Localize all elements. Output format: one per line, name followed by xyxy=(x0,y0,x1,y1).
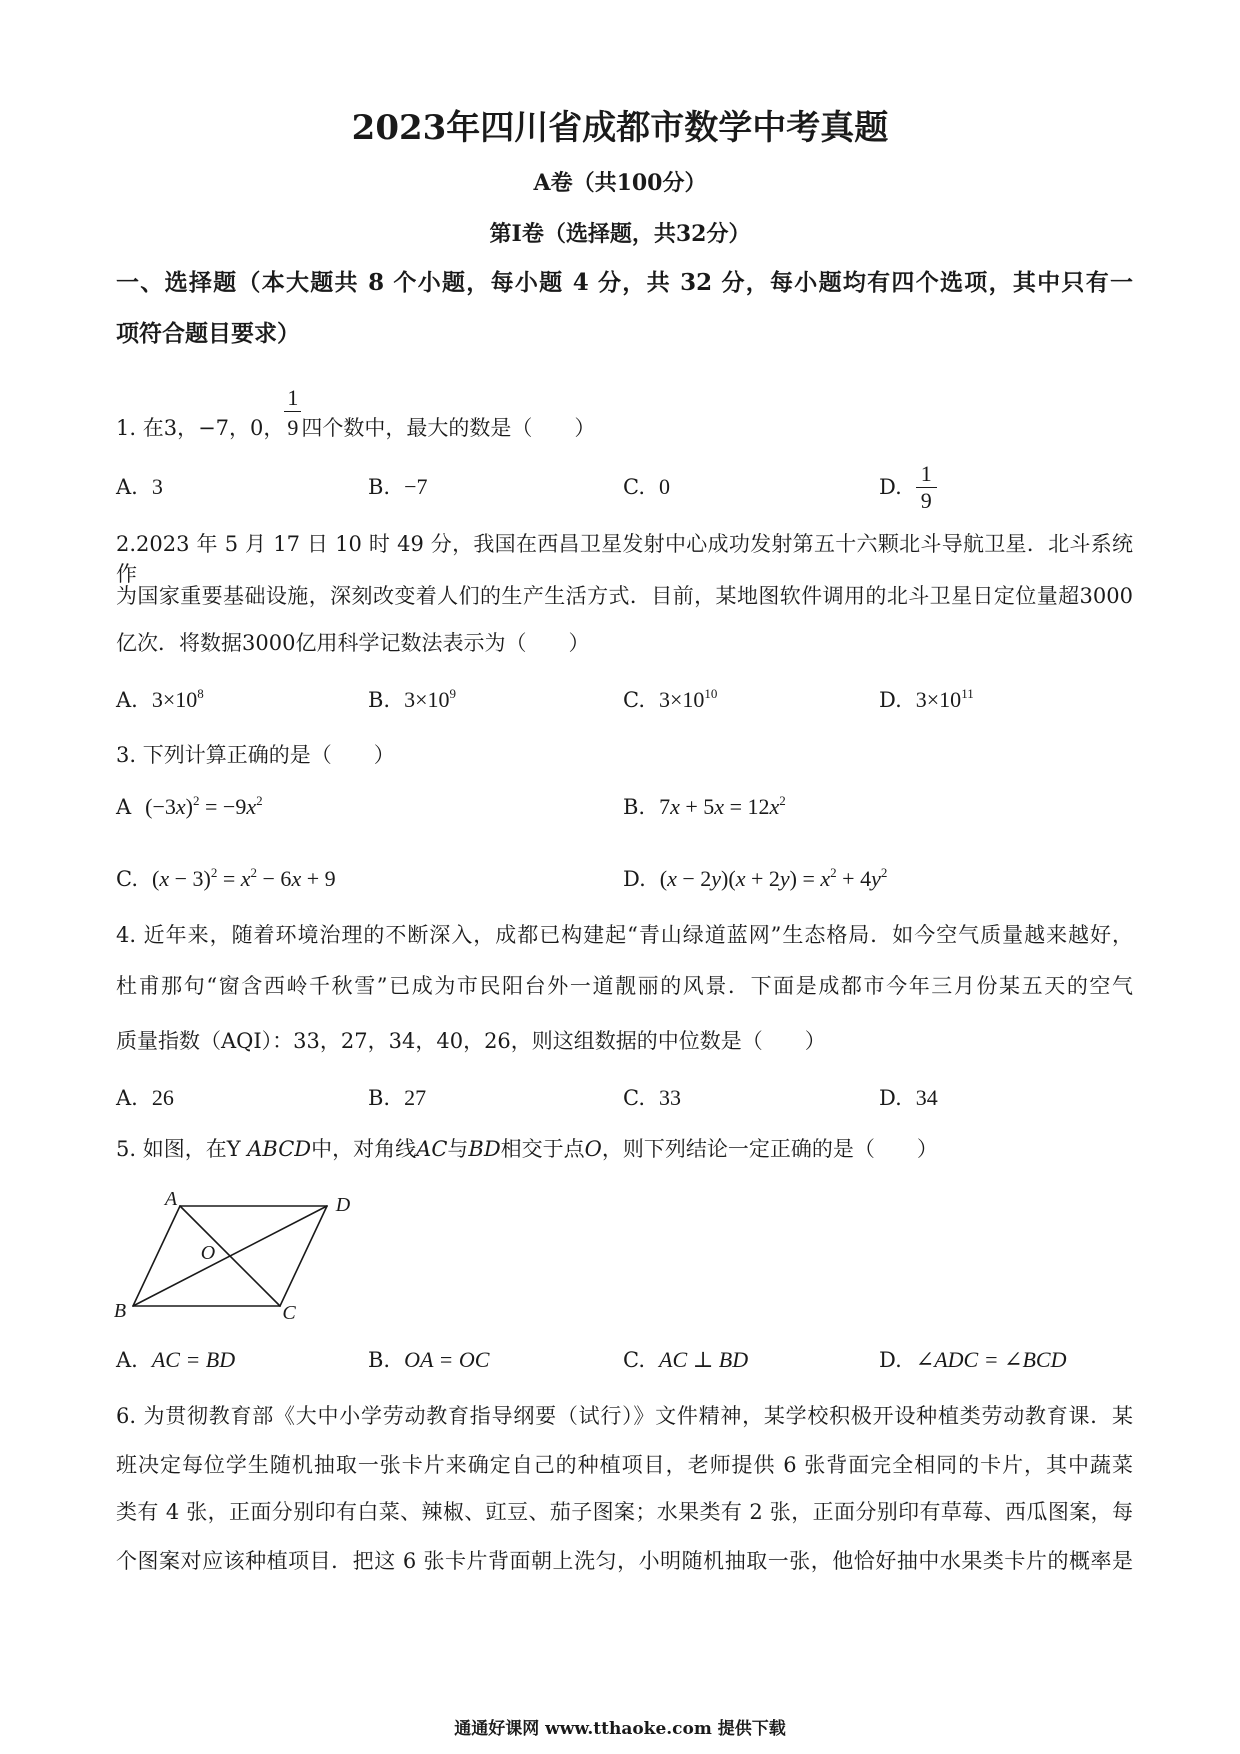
question-1-option-a xyxy=(116,472,163,502)
math-variable: x xyxy=(291,866,302,891)
question-5-stem xyxy=(116,1134,1133,1164)
question-1-option-c xyxy=(623,472,670,502)
question-1-option-d xyxy=(879,460,937,513)
section-heading-line: 一、选择题（本大题共 8 个小题，每小题 4 分，共 32 分，每小题均有四个选项，其中只有一 xyxy=(116,269,1133,296)
text-segment: ，则下列结论一定正确的是（ ） xyxy=(601,1137,938,1161)
text-segment: 3×10 xyxy=(151,687,198,712)
exponent: 10 xyxy=(704,686,718,701)
option-label: A. xyxy=(116,1348,138,1372)
option-label: C. xyxy=(116,867,138,891)
question-2-option-c xyxy=(623,685,717,715)
question-5-option-a xyxy=(116,1345,235,1375)
option-value: 0 xyxy=(659,474,670,499)
page-footer: 通通好课网 www.tthaoke.com 提供下载 xyxy=(454,1719,786,1739)
option-label: A. xyxy=(116,688,138,712)
question-6-line: 类有 4 张，正面分别印有白菜、辣椒、豇豆、茄子图案；水果类有 2 张，正面分别印有草莓、西瓜图案，每 xyxy=(116,1500,1133,1524)
option-value: 27 xyxy=(404,1085,427,1110)
option-value: 3 xyxy=(151,474,163,499)
math-variable: O xyxy=(584,1137,602,1161)
question-4-option-a xyxy=(116,1083,174,1113)
question-1-prefix: 1. 在3，−7，0， xyxy=(116,416,285,440)
math-variable: x xyxy=(175,794,186,819)
option-value: −7 xyxy=(404,474,428,499)
option-math xyxy=(660,864,888,894)
question-3-option-a xyxy=(116,792,263,822)
math-variable: x xyxy=(769,794,780,819)
math-variable: BD xyxy=(468,1137,501,1161)
fraction xyxy=(284,385,301,443)
fraction-numerator: 1 xyxy=(284,385,301,412)
vertex-label-a: A xyxy=(164,1188,178,1210)
option-label: B. xyxy=(368,688,391,712)
option-label: C. xyxy=(623,475,645,499)
question-2-line: 亿次．将数据3000亿用科学记数法表示为（ ） xyxy=(116,631,590,655)
math-variable: x xyxy=(714,794,725,819)
vertex-label-d: D xyxy=(335,1194,351,1216)
option-label: C. xyxy=(623,1348,645,1372)
side-dc xyxy=(280,1206,327,1306)
point-label-o: O xyxy=(200,1242,216,1264)
question-6-line: 个图案对应该种植项目．把这 6 张卡片背面朝上洗匀，小明随机抽取一张，他恰好抽中水果类卡片的概率是 xyxy=(116,1549,1133,1573)
text-segment: = 12 xyxy=(724,794,770,819)
option-label: D. xyxy=(879,475,902,499)
question-2-option-b xyxy=(368,685,456,715)
option-math xyxy=(404,685,456,715)
option-label: D. xyxy=(623,867,646,891)
fraction-denominator: 9 xyxy=(287,415,299,440)
option-value: 26 xyxy=(151,1085,174,1110)
question-6-line: 班决定每位学生随机抽取一张卡片来确定自己的种植项目，老师提供 6 张背面完全相同的卡片，其中蔬菜 xyxy=(116,1453,1133,1477)
question-4-option-b xyxy=(368,1083,426,1113)
option-value: AC ⊥ BD xyxy=(659,1347,749,1372)
option-value: AC = BD xyxy=(151,1347,236,1372)
parallelogram-figure xyxy=(100,1180,370,1330)
math-variable: y xyxy=(871,866,881,891)
text-segment: + 5 xyxy=(679,794,715,819)
exponent: 11 xyxy=(961,686,974,701)
side-ba xyxy=(133,1206,180,1306)
text-segment: 相交于点 xyxy=(500,1137,585,1161)
section-heading-line: 项符合题目要求） xyxy=(116,320,300,347)
question-4-line: 4. 近年来，随着环境治理的不断深入，成都已构建起“青山绿道蓝网”生态格局．如今空气质量越来越好， xyxy=(116,923,1133,947)
exponent: 2 xyxy=(250,865,258,880)
exponent: 2 xyxy=(210,865,218,880)
option-label: B. xyxy=(623,795,646,819)
text-segment: 中，对角线 xyxy=(311,1137,417,1161)
question-2-option-a xyxy=(116,685,204,715)
exponent: 2 xyxy=(193,793,200,808)
math-variable: y xyxy=(779,866,790,891)
option-math xyxy=(152,864,336,894)
text-segment: 5. 如图，在Y xyxy=(116,1137,248,1161)
option-label: B. xyxy=(368,1348,391,1372)
text-segment: 3×10 xyxy=(915,687,962,712)
exponent: 2 xyxy=(830,865,837,880)
exponent: 2 xyxy=(880,865,888,880)
question-4-line: 杜甫那句“窗含西岭千秋雪”已成为市民阳台外一道靓丽的风景．下面是成都市今年三月份某五天的空气 xyxy=(116,974,1133,998)
text-segment: 7 xyxy=(659,794,671,819)
option-math xyxy=(916,685,974,715)
math-variable: x xyxy=(735,866,746,891)
text-segment: 3×10 xyxy=(404,687,450,712)
math-variable: AC xyxy=(416,1137,448,1161)
volume-heading: A卷（共100分） xyxy=(533,170,707,196)
question-2-option-d xyxy=(879,685,974,715)
vertex-label-b: B xyxy=(113,1300,127,1322)
option-label: D. xyxy=(879,1348,902,1372)
question-4-line: 质量指数（AQI）：33，27，34，40，26，则这组数据的中位数是（ ） xyxy=(116,1029,826,1053)
math-variable: x xyxy=(240,866,251,891)
text-segment: ) = xyxy=(789,866,821,891)
diagonal-bd xyxy=(133,1206,327,1306)
text-segment: )( xyxy=(721,866,736,891)
text-segment: = xyxy=(217,866,241,891)
option-value: ∠ADC = ∠BCD xyxy=(915,1347,1067,1372)
text-segment: (−3 xyxy=(145,794,176,819)
exponent: 9 xyxy=(449,686,457,701)
text-segment: − 3) xyxy=(169,866,211,891)
option-math xyxy=(659,792,786,822)
option-label: A. xyxy=(116,1086,138,1110)
question-3-option-b xyxy=(623,792,786,822)
text-segment: + 9 xyxy=(301,866,336,891)
option-math xyxy=(145,792,262,822)
question-2-line: 2.2023 年 5 月 17 日 10 时 49 分，我国在西昌卫星发射中心成功发射第五十六颗北斗导航卫星．北斗系统作 xyxy=(116,532,1133,586)
option-label: A. xyxy=(116,475,138,499)
math-variable: x xyxy=(159,866,170,891)
fraction xyxy=(916,461,937,514)
math-variable: y xyxy=(711,866,722,891)
exponent: 2 xyxy=(256,793,263,808)
question-4-option-c xyxy=(623,1083,681,1113)
question-4-option-d xyxy=(879,1083,938,1113)
text-segment: 与 xyxy=(447,1137,469,1161)
text-segment: = −9 xyxy=(199,794,247,819)
option-label: C. xyxy=(623,1086,645,1110)
text-segment: − 6 xyxy=(257,866,292,891)
page-title: 2023年四川省成都市数学中考真题 xyxy=(351,108,889,148)
text-segment: − 2 xyxy=(676,866,712,891)
question-1-stem xyxy=(116,385,1133,443)
text-segment: + 4 xyxy=(836,866,872,891)
question-3-option-c xyxy=(116,864,336,894)
question-1-option-b xyxy=(368,472,428,502)
option-label: C. xyxy=(623,688,645,712)
text-segment: ) xyxy=(185,794,193,819)
question-1-suffix: 四个数中，最大的数是（ ） xyxy=(301,416,596,440)
question-6-line: 6. 为贯彻教育部《大中小学劳动教育指导纲要（试行）》文件精神，某学校积极开设种植类劳动教育课．某 xyxy=(116,1404,1133,1428)
question-3-stem: 3. 下列计算正确的是（ ） xyxy=(116,743,395,767)
vertex-label-c: C xyxy=(282,1302,296,1324)
option-label: D. xyxy=(879,688,902,712)
option-math xyxy=(152,685,204,715)
question-5-option-b xyxy=(368,1345,489,1375)
text-segment: ( xyxy=(152,866,160,891)
math-variable: ABCD xyxy=(247,1137,312,1161)
text-segment: 3×10 xyxy=(659,687,705,712)
question-3-option-d xyxy=(623,864,887,894)
fraction-denominator: 9 xyxy=(920,487,932,513)
question-5-option-c xyxy=(623,1345,748,1375)
option-value: 33 xyxy=(659,1085,681,1110)
text-segment: ( xyxy=(659,866,668,891)
math-variable: x xyxy=(667,866,677,891)
option-label: B. xyxy=(368,475,391,499)
fraction-numerator: 1 xyxy=(916,461,937,488)
option-label: B. xyxy=(368,1086,391,1110)
math-variable: x xyxy=(246,794,257,819)
question-5-option-d xyxy=(879,1345,1066,1375)
option-label: A xyxy=(116,795,132,819)
math-variable: x xyxy=(820,866,831,891)
exponent: 2 xyxy=(779,793,786,808)
text-segment: + 2 xyxy=(745,866,780,891)
option-value: 34 xyxy=(915,1085,938,1110)
question-2-line: 为国家重要基础设施，深刻改变着人们的生产生活方式．目前，某地图软件调用的北斗卫星日定位量超3000 xyxy=(116,584,1133,608)
option-math xyxy=(659,685,717,715)
math-variable: x xyxy=(670,794,680,819)
option-value: OA = OC xyxy=(404,1347,490,1372)
option-label: D. xyxy=(879,1086,902,1110)
part-heading: 第I卷（选择题，共32分） xyxy=(489,221,751,247)
exponent: 8 xyxy=(197,686,204,701)
